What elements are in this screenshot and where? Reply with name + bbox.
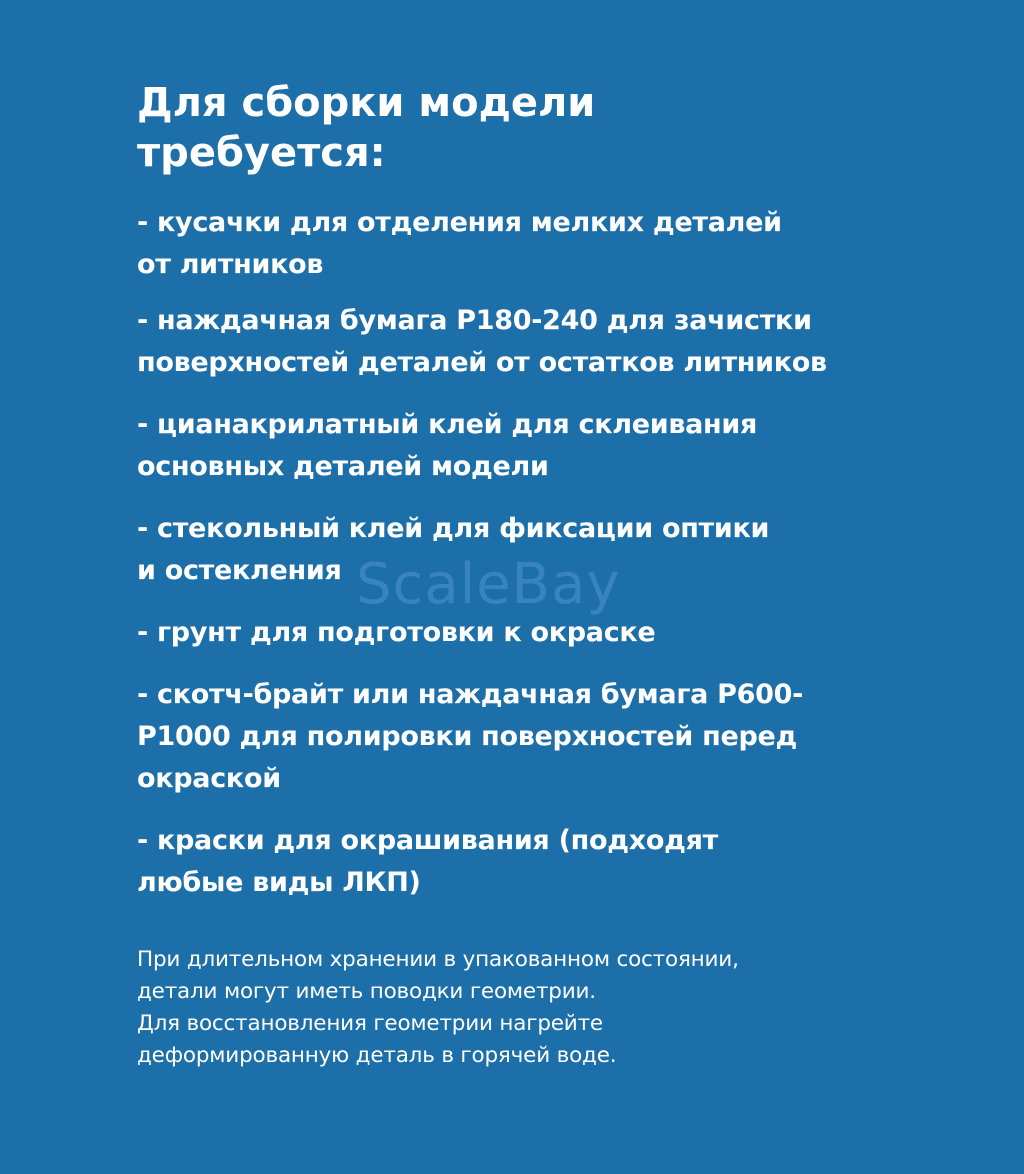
tool-item-primer — [137, 612, 957, 654]
tool-item-line: P1000 для полировки поверхностей перед — [137, 721, 798, 752]
tool-item-line: - скотч-брайт или наждачная бумага P600- — [137, 679, 803, 710]
tool-item-line: - стекольный клей для фиксации оптики — [137, 513, 770, 544]
note-line: детали могут иметь поводки геометрии. — [137, 979, 596, 1004]
title-line-2: требуется: — [137, 130, 386, 176]
tool-item-line: - грунт для подготовки к окраске — [137, 617, 656, 648]
tool-item-line: - цианакрилатный клей для склеивания — [137, 409, 758, 440]
tool-item-cutters — [137, 202, 957, 286]
page-title — [137, 78, 957, 178]
tool-item-line: основных деталей модели — [137, 451, 549, 482]
tool-item-paints — [137, 820, 957, 904]
watermark: ScaleBay — [356, 552, 621, 617]
tool-item-line: - кусачки для отделения мелких деталей — [137, 207, 782, 238]
tool-item-line: - наждачная бумага P180-240 для зачистки — [137, 305, 812, 336]
tool-item-line: - краски для окрашивания (подходят — [137, 825, 718, 856]
title-line-1: Для сборки модели — [137, 80, 596, 126]
tools-list — [137, 202, 957, 904]
tool-item-line: окраской — [137, 763, 281, 794]
instructions-panel — [137, 78, 957, 1072]
note-line: Для восстановления геометрии нагрейте — [137, 1011, 603, 1036]
tool-item-line: любые виды ЛКП) — [137, 867, 421, 898]
note-line: деформированную деталь в горячей воде. — [137, 1043, 617, 1068]
tool-item-glass-glue — [137, 508, 957, 592]
tool-item-scotch-brite — [137, 674, 957, 800]
tool-item-line: от литников — [137, 249, 324, 280]
note-line: При длительном хранении в упакованном состоянии, — [137, 947, 739, 972]
tool-item-sandpaper — [137, 300, 957, 384]
tool-item-line: поверхностей деталей от остатков литников — [137, 347, 827, 378]
tool-item-ca-glue — [137, 404, 957, 488]
storage-note — [137, 944, 957, 1072]
tool-item-line: и остекления — [137, 555, 342, 586]
